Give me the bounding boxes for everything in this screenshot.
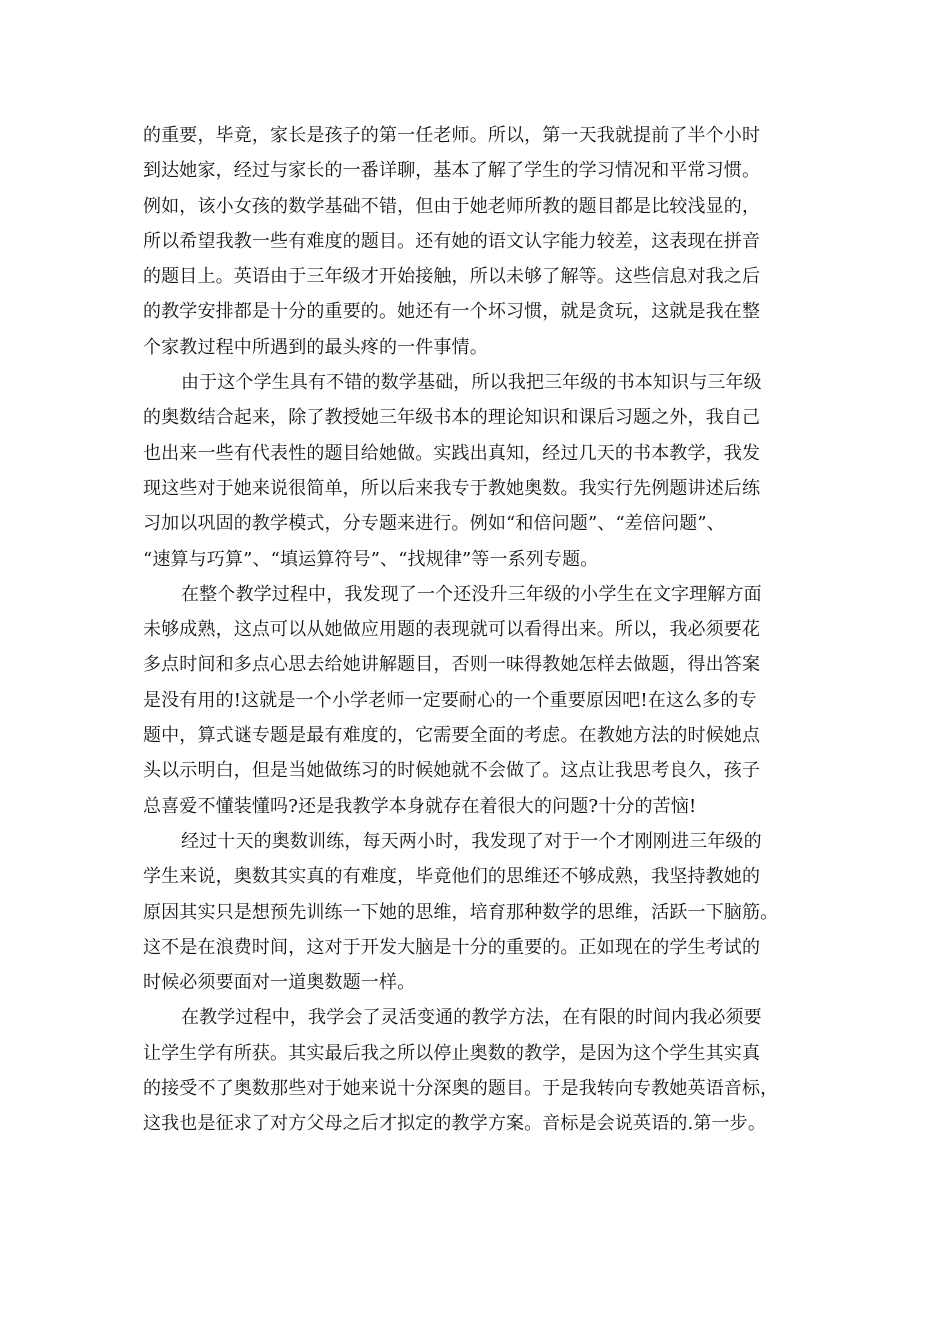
text-line: 所以希望我教一些有难度的题目。还有她的语文认字能力较差，这表现在拼音 <box>143 230 761 252</box>
text-line: 的接受不了奥数那些对于她来说十分深奥的题目。于是我转向专教她英语音标， <box>143 1078 779 1100</box>
text-line: 多点时间和多点心思去给她讲解题目，否则一味得教她怎样去做题，得出答案 <box>143 654 761 676</box>
text-line: 这不是在浪费时间，这对于开发大脑是十分的重要的。正如现在的学生考试的 <box>143 936 761 958</box>
text-line: 到达她家，经过与家长的一番详聊，基本了解了学生的学习情况和平常习惯。 <box>143 160 761 182</box>
text-line: 习加以巩固的教学模式，分专题来进行。例如“和倍问题”、“差倍问题”、 <box>143 513 725 535</box>
document-body <box>143 118 807 1142</box>
paragraph-first-line: 经过十天的奥数训练，每天两小时，我发现了对于一个才刚刚进三年级的 <box>181 830 762 852</box>
text-line: 例如，该小女孩的数学基础不错，但由于她老师所教的题目都是比较浅显的， <box>143 195 761 217</box>
text-line: 个家教过程中所遇到的最头疼的一件事情。 <box>143 336 488 358</box>
text-line: 现这些对于她来说很简单，所以后来我专于教她奥数。我实行先例题讲述后练 <box>143 477 761 499</box>
text-line: 学生来说，奥数其实真的有难度，毕竟他们的思维还不够成熟，我坚持教她的 <box>143 866 761 888</box>
text-line: 时候必须要面对一道奥数题一样。 <box>143 972 416 994</box>
text-line: 这我也是征求了对方父母之后才拟定的教学方案。音标是会说英语的.第一步。 <box>143 1113 766 1135</box>
text-line: 的重要，毕竟，家长是孩子的第一任老师。所以，第一天我就提前了半个小时 <box>143 125 761 146</box>
text-line: 是没有用的!这就是一个小学老师一定要耐心的一个重要原因吧!在这么多的专 <box>143 689 757 711</box>
text-line: “速算与巧算”、“填运算符号”、“找规律”等一系列专题。 <box>143 548 599 570</box>
text-line: 头以示明白，但是当她做练习的时候她就不会做了。这点让我思考良久，孩子 <box>143 760 761 782</box>
text-line: 的教学安排都是十分的重要的。她还有一个坏习惯，就是贪玩，这就是我在整 <box>143 301 761 323</box>
text-line: 原因其实只是想预先训练一下她的思维，培育那种数学的思维，活跃一下脑筋。 <box>143 901 779 923</box>
text-line: 的题目上。英语由于三年级才开始接触，所以未够了解等。这些信息对我之后 <box>143 266 761 288</box>
paragraph-first-line: 由于这个学生具有不错的数学基础，所以我把三年级的书本知识与三年级 <box>181 372 762 394</box>
paragraph-first-line: 在教学过程中，我学会了灵活变通的教学方法，在有限的时间内我必须要 <box>181 1007 762 1029</box>
text-line: 让学生学有所获。其实最后我之所以停止奥数的教学，是因为这个学生其实真 <box>143 1042 761 1064</box>
text-line: 总喜爱不懂装懂吗?还是我教学本身就存在着很大的问题?十分的苦恼! <box>143 795 697 817</box>
text-line: 的奥数结合起来，除了教授她三年级书本的理论知识和课后习题之外，我自己 <box>143 407 761 429</box>
text-line: 也出来一些有代表性的题目给她做。实践出真知，经过几天的书本教学，我发 <box>143 442 761 464</box>
text-line: 未够成熟，这点可以从她做应用题的表现就可以看得出来。所以，我必须要花 <box>143 619 761 641</box>
text-line: 题中，算式谜专题是最有难度的，它需要全面的考虑。在教她方法的时候她点 <box>143 725 761 747</box>
paragraph-first-line: 在整个教学过程中，我发现了一个还没升三年级的小学生在文字理解方面 <box>181 583 762 605</box>
